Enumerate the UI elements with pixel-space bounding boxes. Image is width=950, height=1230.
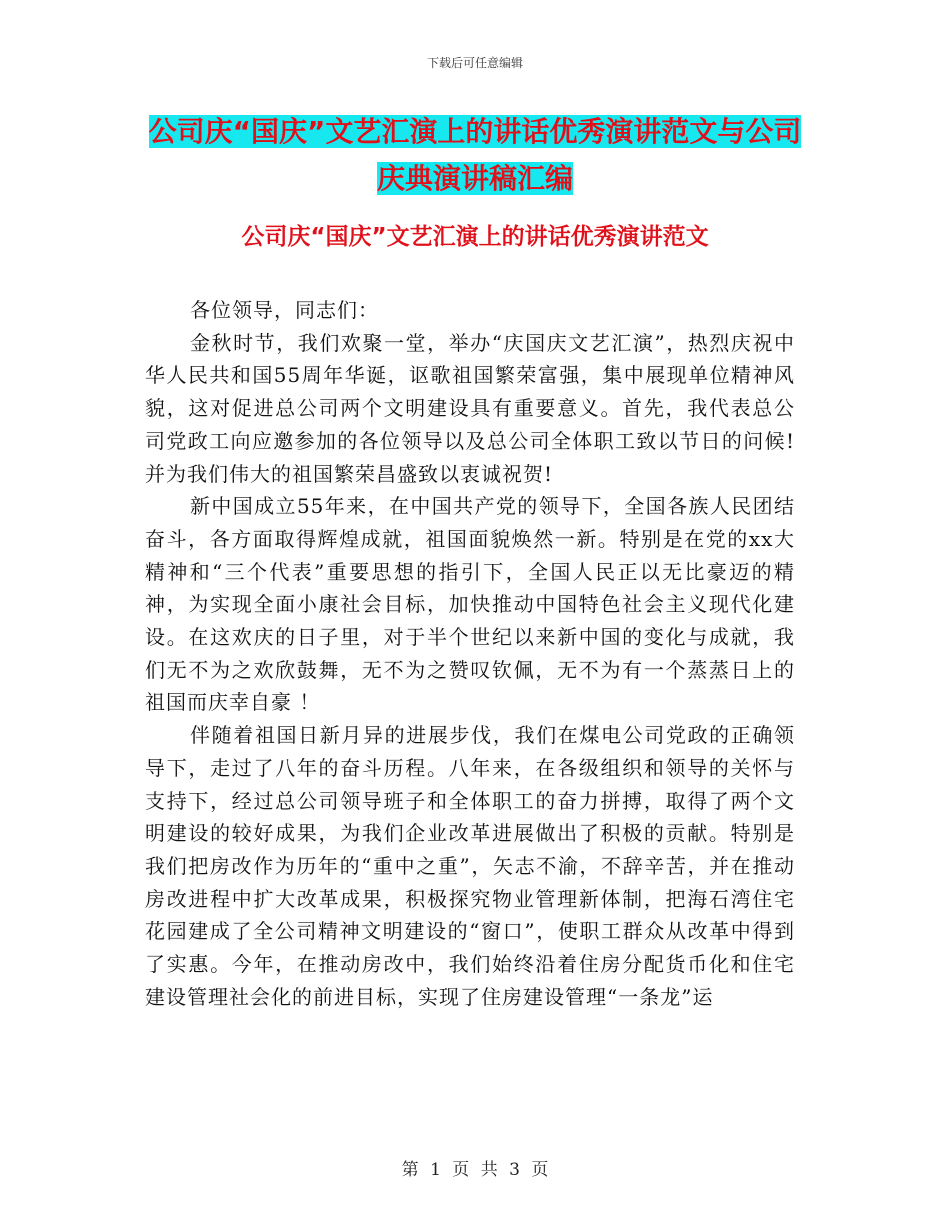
document-main-title: [140, 108, 810, 202]
body-paragraph: 新中国成立55年来，在中国共产党的领导下，全国各族人民团结奋斗，各方面取得辉煌成就，祖国面貌焕然一新。特别是在党的xx大精神和“三个代表”重要思想的指引下，全国人民正以无比豪迈的精神，为实现全面小康社会目标，加快推动中国特色社会主义现代化建设。在这欢庆的日子里，对于半个世纪以来新中国的变化与成就，我们无不为之欢欣鼓舞，无不为之赞叹钦佩，无不为有一个蒸蒸日上的祖国而庆幸自豪 ！: [145, 494, 795, 715]
body-paragraph: 伴随着祖国日新月异的进展步伐，我们在煤电公司党政的正确领导下，走过了八年的奋斗历程。八年来，在各级组织和领导的关怀与支持下，经过总公司领导班子和全体职工的奋力拼搏，取得了两个文明建设的较好成果，为我们企业改革进展做出了积极的贡献。特别是我们把房改作为历年的“重中之重”，矢志不渝，不辞辛苦，并在推动房改进程中扩大改革成果，积极探究物业管理新体制，把海石湾住宅花园建成了全公司精神文明建设的“窗口”，使职工群众从改革中得到了实惠。今年，在推动房改中，我们始终沿着住房分配货币化和住宅建设管理社会化的前进目标，实现了住房建设管理“一条龙”运: [145, 723, 795, 1009]
page-number-footer: 第 1 页 共 3 页: [401, 1160, 549, 1180]
section-title: 公司庆“国庆”文艺汇演上的讲话优秀演讲范文: [241, 224, 709, 250]
header-note: 下载后可任意编辑: [426, 56, 523, 70]
document-body: [145, 294, 795, 1013]
body-paragraph: 金秋时节，我们欢聚一堂，举办“庆国庆文艺汇演”，热烈庆祝中华人民共和国55周年华诞，讴歌祖国繁荣富强，集中展现单位精神风貌，这对促进总公司两个文明建设具有重要意义。首先，我代表总公司党政工向应邀参加的各位领导以及总公司全体职工致以节日的问候!并为我们伟大的祖国繁荣昌盛致以衷诚祝贺!: [145, 330, 795, 486]
salutation-paragraph: 各位领导，同志们：: [190, 298, 379, 322]
main-title-text: 公司庆“国庆”文艺汇演上的讲话优秀演讲范文与公司庆典演讲稿汇编: [148, 115, 802, 195]
